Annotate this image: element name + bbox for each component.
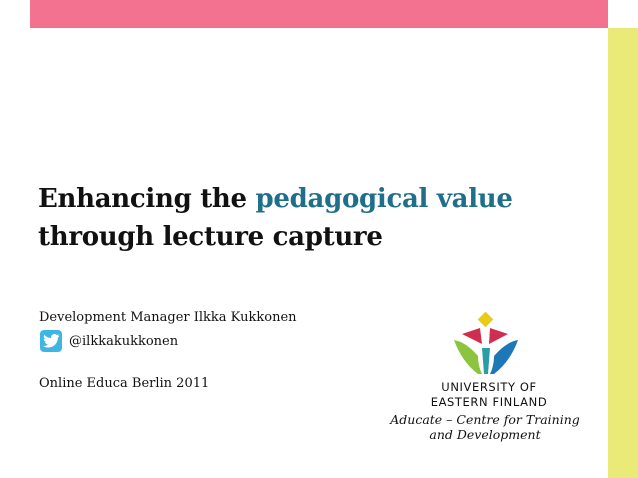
event-name: Online Educa Berlin 2011 [39,376,210,391]
top-right-corner [608,0,638,28]
logo-yellow-diamond [478,312,494,327]
twitter-icon [40,330,62,352]
title-highlight: pedagogical value [255,184,513,214]
presenter-name: Development Manager Ilkka Kukkonen [39,310,297,325]
university-of-eastern-finland-logo-icon [452,312,520,376]
title-part-1: Enhancing the [38,184,256,214]
university-name-line-1: UNIVERSITY OF [441,380,537,394]
side-accent-bar [608,28,638,478]
logo-green-petal [454,340,482,374]
logo-red-right-petal [489,328,508,344]
logo-blue-petal [490,340,518,374]
unit-name-line-2: and Development [429,427,541,442]
logo-teal-stem [482,348,490,374]
university-name-line-2: EASTERN FINLAND [430,395,548,409]
twitter-row [40,330,178,352]
twitter-handle: @ilkkakukkonen [69,333,179,349]
unit-name-line-1: Aducate – Centre for Training [390,412,580,427]
logo-red-left-petal [462,328,482,344]
top-accent-bar [30,0,608,28]
slide-title [38,180,558,256]
title-line-2: through lecture capture [38,222,383,252]
